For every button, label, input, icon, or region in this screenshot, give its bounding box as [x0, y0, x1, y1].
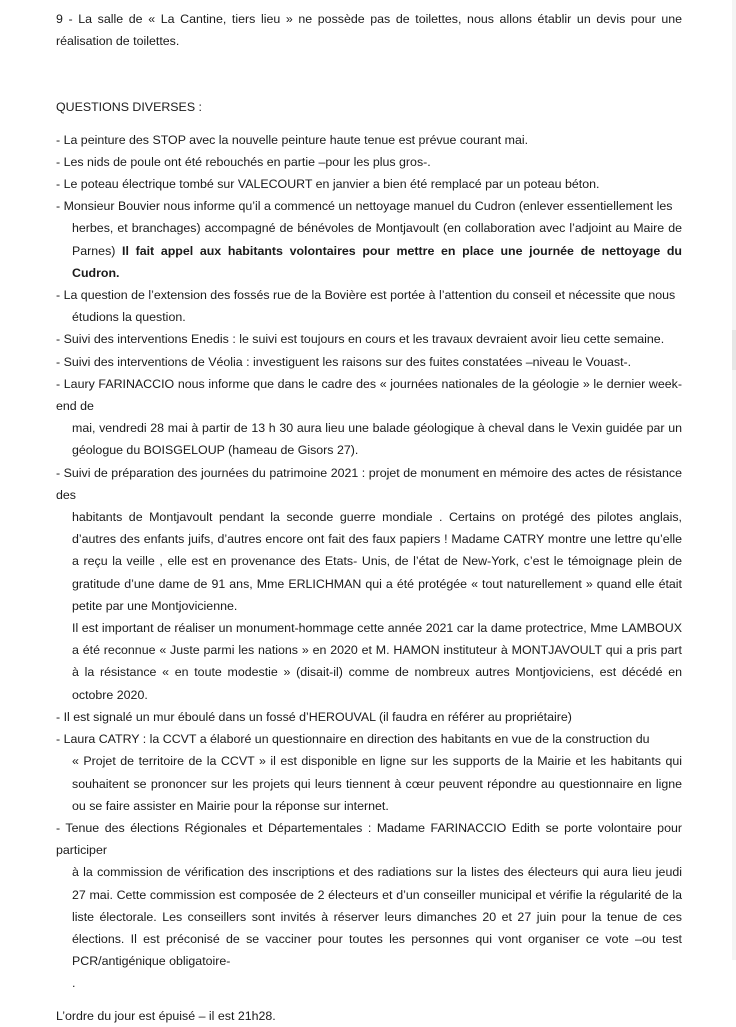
questions-list: [56, 129, 682, 973]
list-item: [56, 195, 682, 284]
item-continuation: habitants de Montjavoult pendant la seconde guerre mondiale . Certains on protégé des pilotes anglais, d’autres des enfants juifs, d’autres encore ont fait des faux papiers ! Madame CATRY montre une lettre qu’elle a reçu la veille , elle est en provenance des Etats- Unis, de l’état de New-York, c’est le témoignage plein de gratitude d’une dame de 91 ans, Mme ERLICHMAN qui a été protégée « tout naturellement » quand elle était petite par une Montjovicienne.: [72, 510, 682, 613]
item-text: - Monsieur Bouvier nous informe qu’il a commencé un nettoyage manuel du Cudron (enlever essentiellement les: [56, 195, 682, 217]
item-bold-text: Il fait appel aux habitants volontaires pour mettre en place une journée de nettoyage du Cudron.: [72, 243, 682, 280]
item-text: - Tenue des élections Régionales et Départementales : Madame FARINACCIO Edith se porte volontaire pour participer: [56, 817, 682, 861]
list-item: [56, 817, 682, 972]
item-continuation-2: Il est important de réaliser un monument-hommage cette année 2021 car la dame protectrice, Mme LAMBOUX a été reconnue « Juste parmi les nations » en 2020 et M. HAMON instituteur à MONTJAVOULT qui a pris part à la résistance « en toute modestie » (disait-il) comme de nombreux autres Montjoviciens, est décédé en octobre 2020.: [72, 621, 682, 702]
list-item: [56, 151, 682, 173]
list-item: [56, 351, 682, 373]
closing-line: L’ordre du jour est épuisé – il est 21h28.: [56, 1008, 276, 1023]
list-item: [56, 129, 682, 151]
questions-diverses-title: QUESTIONS DIVERSES :: [56, 100, 202, 115]
scrollbar-thumb[interactable]: [732, 330, 736, 370]
item-continuation: à la commission de vérification des inscriptions et des radiations sur la listes des électeurs qui aura lieu jeudi 27 mai. Cette commission est composée de 2 électeurs et d’un conseiller municipal et vérifie la régularité de la liste électorale. Les conseillers sont invités à réserver leurs dimanches 20 et 27 juin pour la tenue de ces élections. Il est préconisé de se vacciner pour toutes les personnes qui vont organiser ce vote –ou test PCR/antigénique obligatoire-: [72, 865, 682, 969]
item-text: - Il est signalé un mur éboulé dans un fossé d’HEROUVAL (il faudra en référer au propriétaire): [56, 706, 682, 728]
list-item: [56, 373, 682, 462]
intro-paragraph: 9 - La salle de « La Cantine, tiers lieu » ne possède pas de toilettes, nous allons établir un devis pour une réalisation de toilettes.: [56, 12, 682, 49]
item-text: - Laura CATRY : la CCVT a élaboré un questionnaire en direction des habitants en vue de la construction du: [56, 728, 682, 750]
item-continuation: mai, vendredi 28 mai à partir de 13 h 30 aura lieu une balade géologique à cheval dans le Vexin guidée par un géologue du BOISGELOUP (hameau de Gisors 27).: [72, 421, 682, 458]
list-item: [56, 728, 682, 817]
item-text: - La question de l’extension des fossés rue de la Bovière est portée à l’attention du conseil et nécessite que nous: [56, 284, 682, 306]
trailing-dot: .: [72, 976, 76, 991]
item-text: - La peinture des STOP avec la nouvelle peinture haute tenue est prévue courant mai.: [56, 129, 682, 151]
scrollbar-track[interactable]: [732, 0, 736, 960]
item-text: - Le poteau électrique tombé sur VALECOURT en janvier a bien été remplacé par un poteau béton.: [56, 173, 682, 195]
item-text: - Suivi des interventions Enedis : le suivi est toujours en cours et les travaux devraient avoir lieu cette semaine.: [56, 328, 682, 350]
list-item: [56, 284, 682, 328]
item-continuation: étudions la question.: [72, 310, 186, 325]
item-continuation: [72, 217, 682, 284]
list-item: [56, 706, 682, 728]
item-continuation: « Projet de territoire de la CCVT » il est disponible en ligne sur les supports de la Mairie et les habitants qui souhaitent se prononcer sur les projets qui leurs tiennent à cœur peuvent répondre au questionnaire en ligne ou se faire assister en Mairie pour la réponse sur internet.: [72, 754, 682, 813]
list-item: [56, 462, 682, 706]
list-item: [56, 328, 682, 350]
item-text: - Les nids de poule ont été rebouchés en partie –pour les plus gros-.: [56, 151, 682, 173]
item-text: - Suivi de préparation des journées du patrimoine 2021 : projet de monument en mémoire des actes de résistance des: [56, 462, 682, 506]
list-item: [56, 173, 682, 195]
item-text: - Suivi des interventions de Véolia : investiguent les raisons sur des fuites constatées –niveau le Vouast-.: [56, 351, 682, 373]
item-text: - Laury FARINACCIO nous informe que dans le cadre des « journées nationales de la géologie » le dernier week-end de: [56, 373, 682, 417]
item-continuation-text: herbes, et branchages) accompagné de bénévoles de Montjavoult (en collaboration avec l’adjoint au Maire de Parnes): [72, 221, 682, 258]
